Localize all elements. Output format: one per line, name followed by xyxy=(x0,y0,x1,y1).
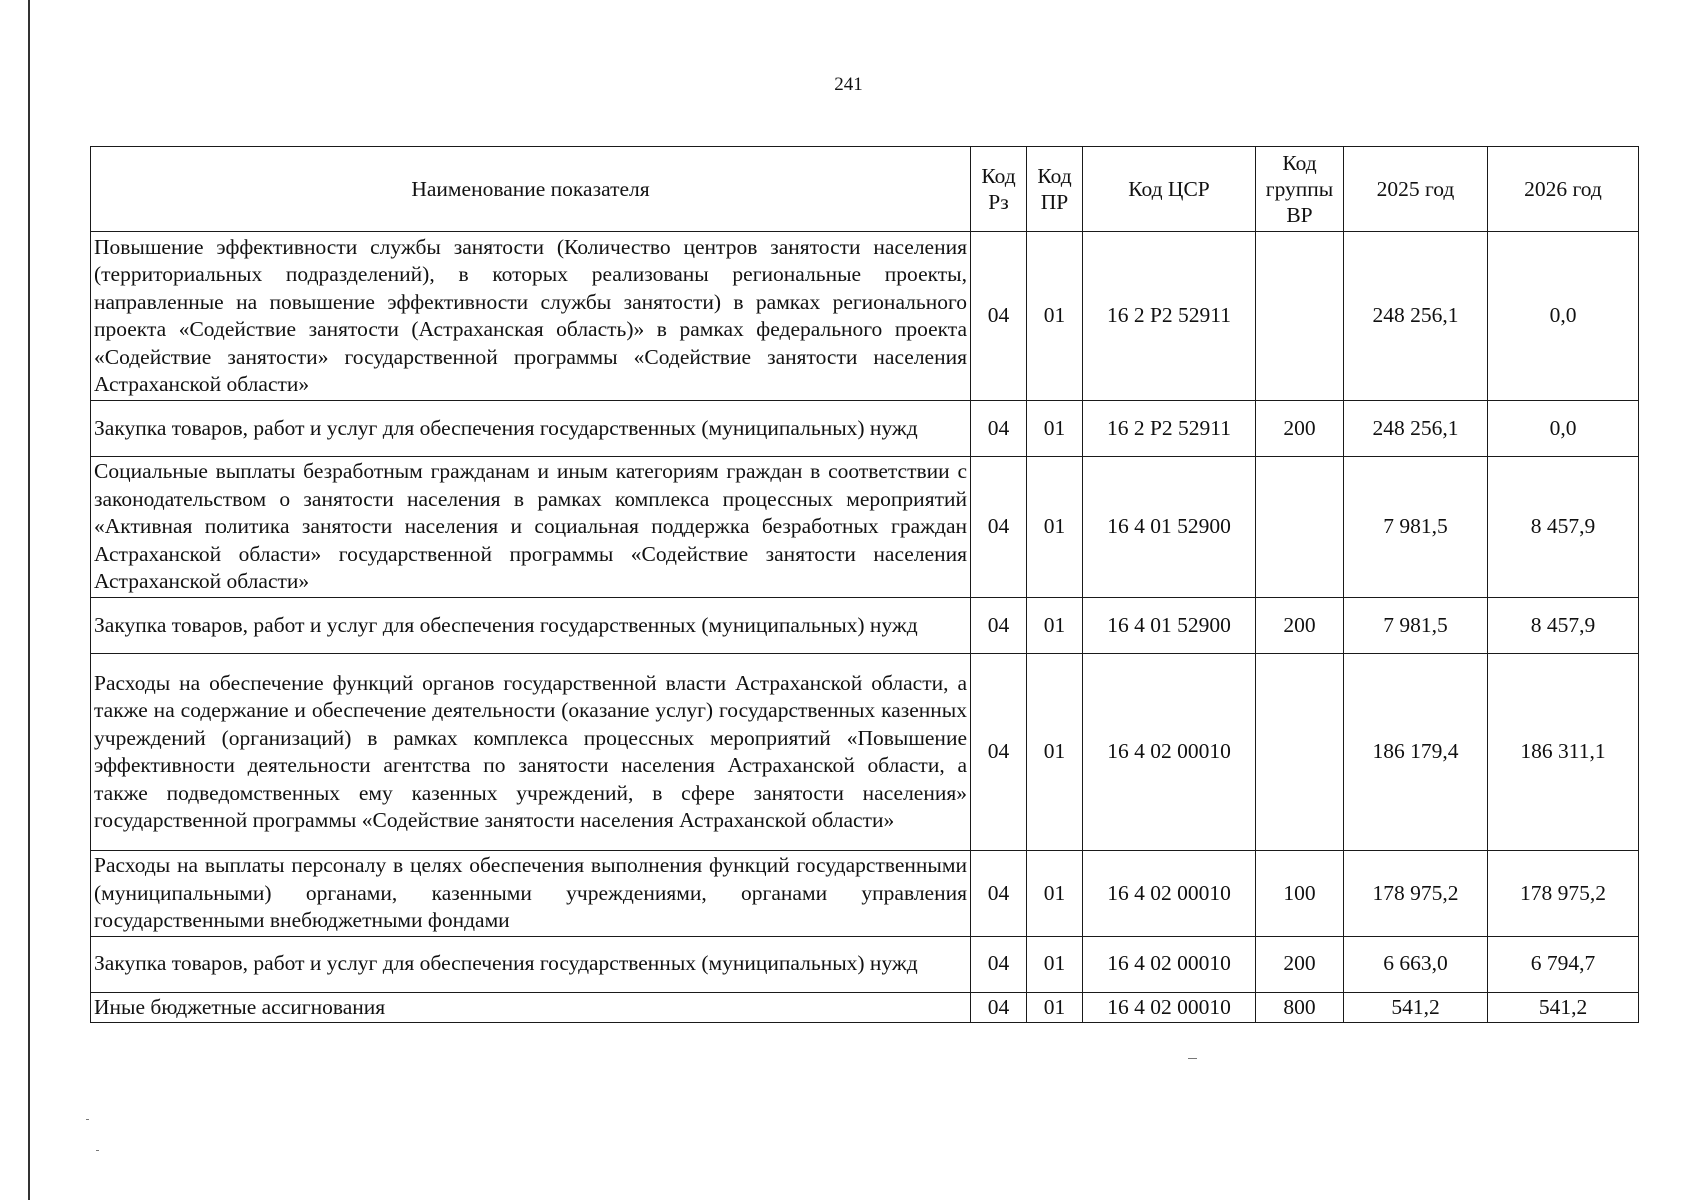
row-rz: 04 xyxy=(971,992,1027,1023)
table-row xyxy=(91,936,1639,992)
row-rz: 04 xyxy=(971,654,1027,851)
header-vr-group-code: Код группы ВР xyxy=(1256,147,1344,232)
row-csr: 16 4 02 00010 xyxy=(1083,851,1256,937)
row-vr xyxy=(1256,654,1344,851)
row-pr: 01 xyxy=(1027,401,1083,457)
row-csr: 16 4 02 00010 xyxy=(1083,992,1256,1023)
header-csr-code: Код ЦСР xyxy=(1083,147,1256,232)
row-2025: 541,2 xyxy=(1344,992,1488,1023)
row-pr: 01 xyxy=(1027,992,1083,1023)
row-csr: 16 2 Р2 52911 xyxy=(1083,232,1256,401)
header-rz-code: Код Рз xyxy=(971,147,1027,232)
row-2025: 178 975,2 xyxy=(1344,851,1488,937)
row-vr: 200 xyxy=(1256,401,1344,457)
row-rz: 04 xyxy=(971,457,1027,598)
table-row xyxy=(91,851,1639,937)
header-year-2025: 2025 год xyxy=(1344,147,1488,232)
row-vr: 800 xyxy=(1256,992,1344,1023)
row-2025: 7 981,5 xyxy=(1344,457,1488,598)
row-vr: 100 xyxy=(1256,851,1344,937)
row-csr: 16 4 01 52900 xyxy=(1083,457,1256,598)
row-2026: 178 975,2 xyxy=(1488,851,1639,937)
row-rz: 04 xyxy=(971,232,1027,401)
row-vr xyxy=(1256,457,1344,598)
row-pr: 01 xyxy=(1027,936,1083,992)
page-number: 241 xyxy=(834,74,863,95)
row-vr: 200 xyxy=(1256,598,1344,654)
table-row xyxy=(91,654,1639,851)
row-2025: 7 981,5 xyxy=(1344,598,1488,654)
page-margin-line xyxy=(28,0,30,1200)
row-name: Расходы на обеспечение функций органов государственной власти Астраханской области, а также на содержание и обеспечение деятельности (оказание услуг) государственных казенных учреждений (организаций) в рамках комплекса процессных мероприятий «Повышение эффективности деятельности агентства по занятости населения Астраханской области, а также подведомственных ему казенных учреждений, в сфере занятости населения» государственной программы «Содействие занятости населения Астраханской области» xyxy=(91,654,971,851)
table-row xyxy=(91,992,1639,1023)
row-rz: 04 xyxy=(971,936,1027,992)
row-csr: 16 4 02 00010 xyxy=(1083,936,1256,992)
row-name: Социальные выплаты безработным гражданам и иным категориям граждан в соответствии с законодательством о занятости населения в рамках комплекса процессных мероприятий «Активная политика занятости населения и социальная поддержка безработных граждан Астраханской области» государственной программы «Содействие занятости населения Астраханской области» xyxy=(91,457,971,598)
row-pr: 01 xyxy=(1027,457,1083,598)
row-2026: 541,2 xyxy=(1488,992,1639,1023)
row-csr: 16 4 01 52900 xyxy=(1083,598,1256,654)
header-pr-code: Код ПР xyxy=(1027,147,1083,232)
row-pr: 01 xyxy=(1027,598,1083,654)
row-vr xyxy=(1256,232,1344,401)
row-rz: 04 xyxy=(971,851,1027,937)
row-name: Повышение эффективности службы занятости (Количество центров занятости населения (территориальных подразделений), в которых реализованы региональные проекты, направленные на повышение эффективности службы занятости) в рамках регионального проекта «Содействие занятости (Астраханская область)» в рамках федерального проекта «Содействие занятости» государственной программы «Содействие занятости населения Астраханской области» xyxy=(91,232,971,401)
table-row xyxy=(91,457,1639,598)
table-row xyxy=(91,598,1639,654)
row-2025: 248 256,1 xyxy=(1344,401,1488,457)
scan-speck xyxy=(1188,1058,1197,1059)
row-2025: 248 256,1 xyxy=(1344,232,1488,401)
row-2025: 186 179,4 xyxy=(1344,654,1488,851)
header-indicator-name: Наименование показателя xyxy=(91,147,971,232)
row-vr: 200 xyxy=(1256,936,1344,992)
header-year-2026: 2026 год xyxy=(1488,147,1639,232)
row-pr: 01 xyxy=(1027,232,1083,401)
row-2026: 8 457,9 xyxy=(1488,598,1639,654)
table-row xyxy=(91,232,1639,401)
table-header-row xyxy=(91,147,1639,232)
scan-speck xyxy=(96,1150,99,1151)
row-pr: 01 xyxy=(1027,851,1083,937)
row-pr: 01 xyxy=(1027,654,1083,851)
row-2026: 186 311,1 xyxy=(1488,654,1639,851)
row-name: Закупка товаров, работ и услуг для обеспечения государственных (муниципальных) нужд xyxy=(91,598,971,654)
row-rz: 04 xyxy=(971,598,1027,654)
row-2026: 0,0 xyxy=(1488,401,1639,457)
budget-table xyxy=(90,146,1639,1023)
row-name: Закупка товаров, работ и услуг для обеспечения государственных (муниципальных) нужд xyxy=(91,936,971,992)
row-2026: 6 794,7 xyxy=(1488,936,1639,992)
row-rz: 04 xyxy=(971,401,1027,457)
row-2025: 6 663,0 xyxy=(1344,936,1488,992)
row-name: Иные бюджетные ассигнования xyxy=(91,992,971,1023)
row-name: Расходы на выплаты персоналу в целях обеспечения выполнения функций государственными (муниципальными) органами, казенными учреждениями, органами управления государственными внебюджетными фондами xyxy=(91,851,971,937)
row-2026: 8 457,9 xyxy=(1488,457,1639,598)
row-csr: 16 4 02 00010 xyxy=(1083,654,1256,851)
row-2026: 0,0 xyxy=(1488,232,1639,401)
row-csr: 16 2 Р2 52911 xyxy=(1083,401,1256,457)
table-row xyxy=(91,401,1639,457)
row-name: Закупка товаров, работ и услуг для обеспечения государственных (муниципальных) нужд xyxy=(91,401,971,457)
scan-speck xyxy=(86,1119,89,1120)
